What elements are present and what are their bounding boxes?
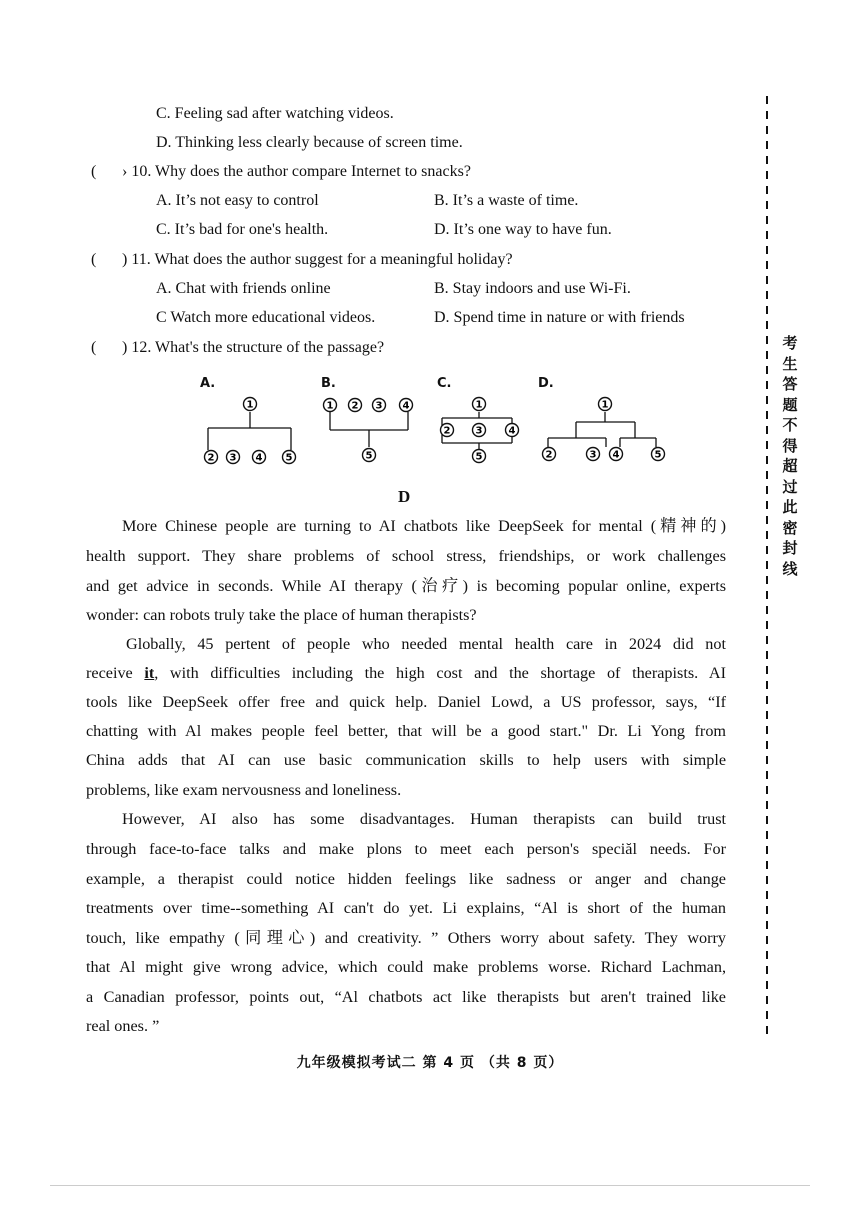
q11-option-b: B. Stay indoors and use Wi-Fi. — [434, 280, 631, 297]
seal-dash — [766, 216, 768, 224]
seal-dash — [766, 441, 768, 449]
seal-dash — [766, 396, 768, 404]
p2-line-1: Globally, 45 pertent of people who needed mental health care in 2024 did not — [126, 635, 726, 653]
p1-line-3: and get advice in seconds. While AI therapy (治疗) is becoming popular online, experts — [86, 577, 726, 595]
seal-dash — [766, 351, 768, 359]
seal-dash — [766, 1026, 768, 1034]
svg-text:1: 1 — [326, 400, 334, 412]
p2-line-4: chatting with Al makes people feel better, that will be a good start." Dr. Li Yong from — [86, 722, 726, 740]
seal-dash — [766, 111, 768, 119]
seal-dash — [766, 531, 768, 539]
seal-dash — [766, 921, 768, 929]
svg-text:1: 1 — [475, 399, 483, 411]
passage-title: D — [398, 487, 411, 506]
seal-dash — [766, 666, 768, 674]
bottom-rule — [50, 1185, 810, 1186]
q11-stem: ) 11. What does the author suggest for a meaningful holiday? — [122, 251, 513, 268]
diagram-a-node-1 — [244, 398, 257, 411]
seal-dash — [766, 366, 768, 374]
seal-dash — [766, 291, 768, 299]
diagram-c-label: C. — [437, 376, 452, 391]
q9-option-c: C. Feeling sad after watching videos. — [156, 105, 394, 122]
diagram-b-node-2 — [349, 399, 362, 412]
seal-dash — [766, 831, 768, 839]
page-footer: 九年级模拟考试二 第 4 页 （共 8 页） — [296, 1055, 564, 1071]
structure-diagrams — [0, 0, 860, 480]
seal-dash — [766, 951, 768, 959]
seal-dash — [766, 171, 768, 179]
diagram-b-label: B. — [321, 376, 336, 391]
seal-dash — [766, 381, 768, 389]
svg-text:1: 1 — [246, 399, 254, 411]
diagram-a-node-5 — [283, 451, 296, 464]
diagram-b-node-3 — [373, 399, 386, 412]
p3-line-8: real ones. ” — [86, 1017, 160, 1035]
svg-text:4: 4 — [508, 425, 516, 437]
p2-line-6: problems, like exam nervousness and loneliness. — [86, 781, 402, 799]
seal-dash — [766, 336, 768, 344]
seal-dash — [766, 681, 768, 689]
svg-text:5: 5 — [654, 449, 662, 461]
seal-dash — [766, 816, 768, 824]
seal-dash — [766, 306, 768, 314]
svg-text:3: 3 — [589, 449, 597, 461]
seal-dash — [766, 276, 768, 284]
seal-dash — [766, 126, 768, 134]
diagram-d-node-3 — [587, 448, 600, 461]
seal-dash — [766, 561, 768, 569]
seal-dash — [766, 261, 768, 269]
seal-dash — [766, 711, 768, 719]
seal-dash — [766, 501, 768, 509]
seal-dash — [766, 966, 768, 974]
seal-dash — [766, 456, 768, 464]
seal-dash — [766, 546, 768, 554]
seal-dash — [766, 861, 768, 869]
diagram-a-node-3 — [227, 451, 240, 464]
seal-dash — [766, 771, 768, 779]
svg-text:3: 3 — [375, 400, 383, 412]
diagram-c-node-3 — [473, 424, 486, 437]
p1-line-2: health support. They share problems of school stress, friendships, or work challenges — [86, 547, 726, 565]
p2-line-2: receive it, with difficulties including the high cost and the shortage of therapists. AI — [86, 664, 726, 682]
p3-line-5: touch, like empathy (同理心) and creativity. ” Others worry about safety. They worry — [86, 929, 726, 947]
diagram-a-node-2 — [205, 451, 218, 464]
svg-text:2: 2 — [351, 400, 359, 412]
seal-dash — [766, 876, 768, 884]
p3-line-3: example, a therapist could notice hidden feelings like sadness or anger and change — [86, 870, 726, 888]
seal-dash — [766, 201, 768, 209]
seal-dash — [766, 786, 768, 794]
q11-answer-paren[interactable]: ( — [91, 251, 97, 268]
p2-line-5: China adds that AI can use basic communication skills to help users with simple — [86, 751, 726, 769]
q12-answer-paren[interactable]: ( — [91, 339, 97, 356]
seal-dash — [766, 471, 768, 479]
p1-line-4: wonder: can robots truly take the place of human therapists? — [86, 606, 477, 624]
seal-dash — [766, 606, 768, 614]
p1-line-1: More Chinese people are turning to AI chatbots like DeepSeek for mental (精神的) — [122, 517, 726, 535]
svg-text:4: 4 — [255, 452, 263, 464]
seal-dash — [766, 516, 768, 524]
svg-text:1: 1 — [601, 399, 609, 411]
q12-stem: ) 12. What's the structure of the passage? — [122, 339, 385, 356]
seal-dash — [766, 906, 768, 914]
diagram-d-node-1 — [599, 398, 612, 411]
seal-dash — [766, 246, 768, 254]
q9-option-d: D. Thinking less clearly because of screen time. — [156, 134, 463, 151]
underlined-it: it — [144, 664, 155, 682]
svg-text:5: 5 — [475, 451, 483, 463]
diagram-a-label: A. — [200, 376, 216, 391]
seal-dash — [766, 981, 768, 989]
q10-stem: › 10. Why does the author compare Internet to snacks? — [122, 163, 471, 180]
seal-dash — [766, 621, 768, 629]
seal-dash — [766, 846, 768, 854]
svg-text:5: 5 — [285, 452, 293, 464]
q10-option-d: D. It’s one way to have fun. — [434, 221, 612, 238]
diagram-b-node-5 — [363, 449, 376, 462]
seal-dash — [766, 141, 768, 149]
q10-option-c: C. It’s bad for one's health. — [156, 221, 329, 238]
seal-dash — [766, 96, 768, 104]
q11-option-a: A. Chat with friends online — [156, 280, 331, 297]
margin-note: 考 生 答 题 不 得 超 过 此 密 封 线 — [782, 334, 798, 578]
diagram-c-node-2 — [441, 424, 454, 437]
svg-text:2: 2 — [207, 452, 215, 464]
seal-dash — [766, 651, 768, 659]
seal-dash — [766, 486, 768, 494]
diagram-c-node-5 — [473, 450, 486, 463]
seal-dash — [766, 576, 768, 584]
q11-option-c: C Watch more educational videos. — [156, 309, 376, 326]
seal-dash — [766, 411, 768, 419]
diagram-a-node-4 — [253, 451, 266, 464]
seal-dash — [766, 231, 768, 239]
p3-line-6: that Al might give wrong advice, which could make problems worse. Richard Lachman, — [86, 958, 726, 976]
seal-dash — [766, 1011, 768, 1019]
svg-text:4: 4 — [612, 449, 620, 461]
seal-dash — [766, 156, 768, 164]
p2-line-3: tools like DeepSeek offer free and quick help. Daniel Lowd, a US professor, says, “If — [86, 693, 726, 711]
svg-text:2: 2 — [443, 425, 451, 437]
p3-line-2: through face-to-face talks and make plons to meet each person's speciăl needs. For — [86, 840, 726, 858]
diagram-b-node-1 — [324, 399, 337, 412]
diagram-c-node-4 — [506, 424, 519, 437]
seal-dash — [766, 426, 768, 434]
p3-line-4: treatments over time--something AI can't do yet. Li explains, “Al is short of the human — [86, 899, 726, 917]
q11-option-d: D. Spend time in nature or with friends — [434, 309, 685, 326]
svg-text:3: 3 — [229, 452, 237, 464]
seal-dash — [766, 936, 768, 944]
seal-dash — [766, 726, 768, 734]
p3-line-7: a Canadian professor, points out, “Al chatbots act like therapists but aren't trained like — [86, 988, 726, 1006]
seal-dash — [766, 756, 768, 764]
svg-text:3: 3 — [475, 425, 483, 437]
diagram-d-node-5 — [652, 448, 665, 461]
q10-option-a: A. It’s not easy to control — [156, 192, 319, 209]
q10-answer-paren[interactable]: ( — [91, 163, 97, 180]
diagram-d-node-4 — [610, 448, 623, 461]
seal-dash — [766, 591, 768, 599]
svg-text:2: 2 — [545, 449, 553, 461]
seal-dash — [766, 696, 768, 704]
p3-line-1: However, AI also has some disadvantages. Human therapists can build trust — [122, 810, 726, 828]
svg-text:4: 4 — [402, 400, 410, 412]
seal-dash — [766, 801, 768, 809]
q10-option-b: B. It’s a waste of time. — [434, 192, 579, 209]
diagram-d-node-2 — [543, 448, 556, 461]
seal-dash — [766, 186, 768, 194]
seal-dash — [766, 891, 768, 899]
diagram-d-label: D. — [538, 376, 554, 391]
seal-dash — [766, 741, 768, 749]
diagram-b-node-4 — [400, 399, 413, 412]
seal-dash — [766, 996, 768, 1004]
svg-text:5: 5 — [365, 450, 373, 462]
diagram-c-node-1 — [473, 398, 486, 411]
seal-dash — [766, 321, 768, 329]
seal-dash — [766, 636, 768, 644]
